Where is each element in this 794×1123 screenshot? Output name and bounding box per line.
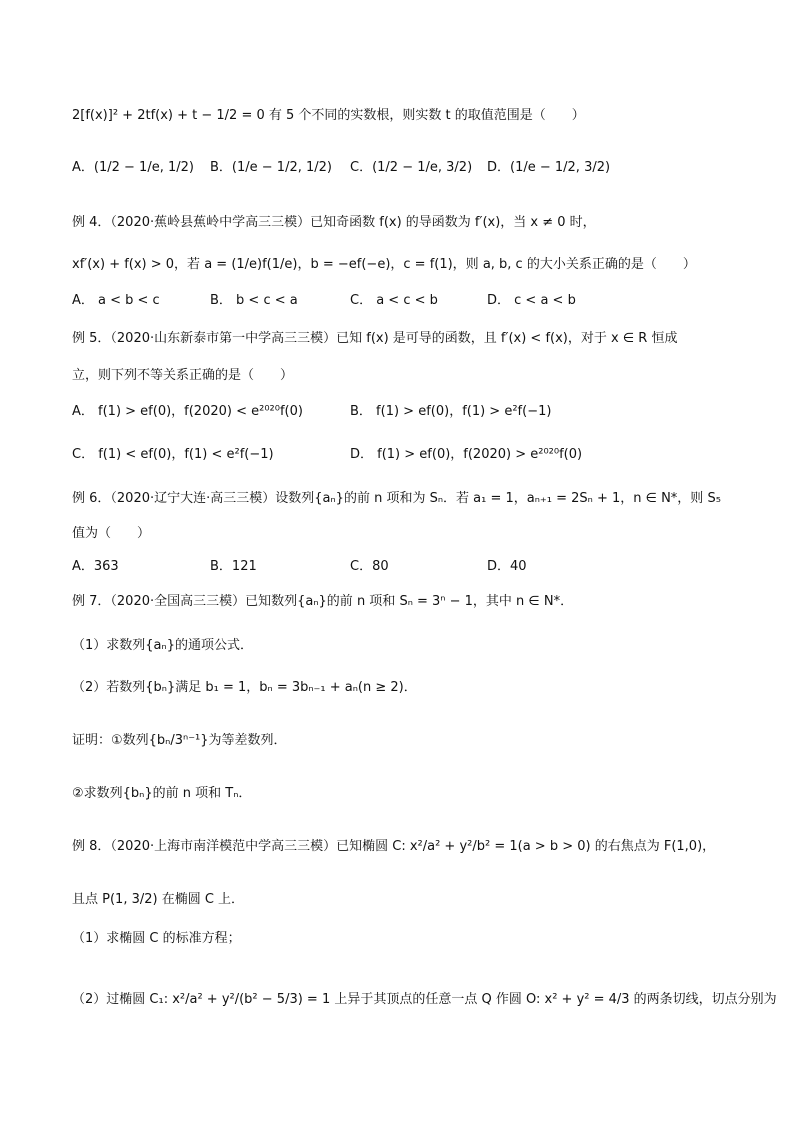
example-7-proof-2: ②求数列{bₙ}的前 n 项和 Tₙ．	[72, 786, 252, 801]
example-8-part-2: （2）过椭圆 C₁: x²/a² + y²/(b² − 5/3) = 1 上异于其顶点的任意一点 Q 作圆 O: x² + y² = 4/3 的两条切线，切点分别为	[72, 992, 777, 1007]
example-7-proof-1: 证明：①数列{bₙ/3ⁿ⁻¹}为等差数列．	[72, 733, 287, 748]
option-c: C．(1/2 − 1/e, 3/2)	[350, 160, 473, 175]
example-5-line-2: 立，则下列不等关系正确的是（ ）	[72, 368, 294, 383]
option-d: D．(1/e − 1/2, 3/2)	[487, 160, 611, 175]
option-a: A． f(1) > ef(0)，f(2020) < e²⁰²⁰f(0)	[72, 404, 303, 419]
example-7-line-1: 例 7．（2020·全国高三三模）已知数列{aₙ}的前 n 项和 Sₙ = 3ⁿ − 1，其中 n ∈ N*．	[72, 594, 574, 609]
question-3-stem-line: 2[f(x)]² + 2tf(x) + t − 1/2 = 0 有 5 个不同的实数根，则实数 t 的取值范围是（ ）	[72, 108, 585, 123]
example-7-part-2: （2）若数列{bₙ}满足 b₁ = 1，bₙ = 3bₙ₋₁ + aₙ(n ≥ 2)．	[72, 680, 417, 695]
question-5-options-ab	[72, 402, 734, 422]
option-b: B． b < c < a	[210, 293, 298, 308]
example-6-line-2: 值为（ ）	[72, 526, 151, 541]
example-8-part-1: （1）求椭圆 C 的标准方程；	[72, 931, 241, 946]
option-c: C． a < c < b	[350, 293, 438, 308]
example-6-line-1: 例 6．（2020·辽宁大连·高三三模）设数列{aₙ}的前 n 项和为 Sₙ．若 a₁ = 1，aₙ₊₁ = 2Sₙ + 1，n ∈ N*，则 S₅	[72, 491, 721, 506]
option-d: D．40	[487, 559, 527, 574]
example-7-part-1: （1）求数列{aₙ}的通项公式．	[72, 638, 253, 653]
option-c: C．80	[350, 559, 389, 574]
option-a: A． a < b < c	[72, 293, 160, 308]
option-d: D． c < a < b	[487, 293, 576, 308]
question-3-options	[72, 158, 734, 178]
example-8-line-1: 例 8．（2020·上海市南洋模范中学高三三模）已知椭圆 C: x²/a² + y²/b² = 1(a > b > 0) 的右焦点为 F(1,0)，	[72, 839, 716, 854]
example-4-line-2: xf′(x) + f(x) > 0，若 a = (1/e)f(1/e)，b = −ef(−e)，c = f(1)，则 a, b, c 的大小关系正确的是（ ）	[72, 257, 696, 272]
option-b: B． f(1) > ef(0)，f(1) > e²f(−1)	[350, 404, 552, 419]
question-5-options-cd	[72, 445, 734, 465]
option-c: C． f(1) < ef(0)，f(1) < e²f(−1)	[72, 447, 274, 462]
option-a: A．(1/2 − 1/e, 1/2)	[72, 160, 194, 175]
question-6-options	[72, 557, 734, 577]
question-4-options	[72, 291, 734, 311]
option-a: A．363	[72, 559, 119, 574]
option-b: B．121	[210, 559, 257, 574]
example-4-line-1: 例 4．（2020·蕉岭县蕉岭中学高三三模）已知奇函数 f(x) 的导函数为 f′(x)，当 x ≠ 0 时，	[72, 215, 596, 230]
option-b: B．(1/e − 1/2, 1/2)	[210, 160, 332, 175]
option-d: D． f(1) > ef(0)，f(2020) > e²⁰²⁰f(0)	[350, 447, 583, 462]
example-5-line-1: 例 5．（2020·山东新泰市第一中学高三三模）已知 f(x) 是可导的函数，且 f′(x) < f(x)，对于 x ∈ R 恒成	[72, 331, 678, 346]
example-8-line-2: 且点 P(1, 3/2) 在椭圆 C 上．	[72, 892, 245, 907]
